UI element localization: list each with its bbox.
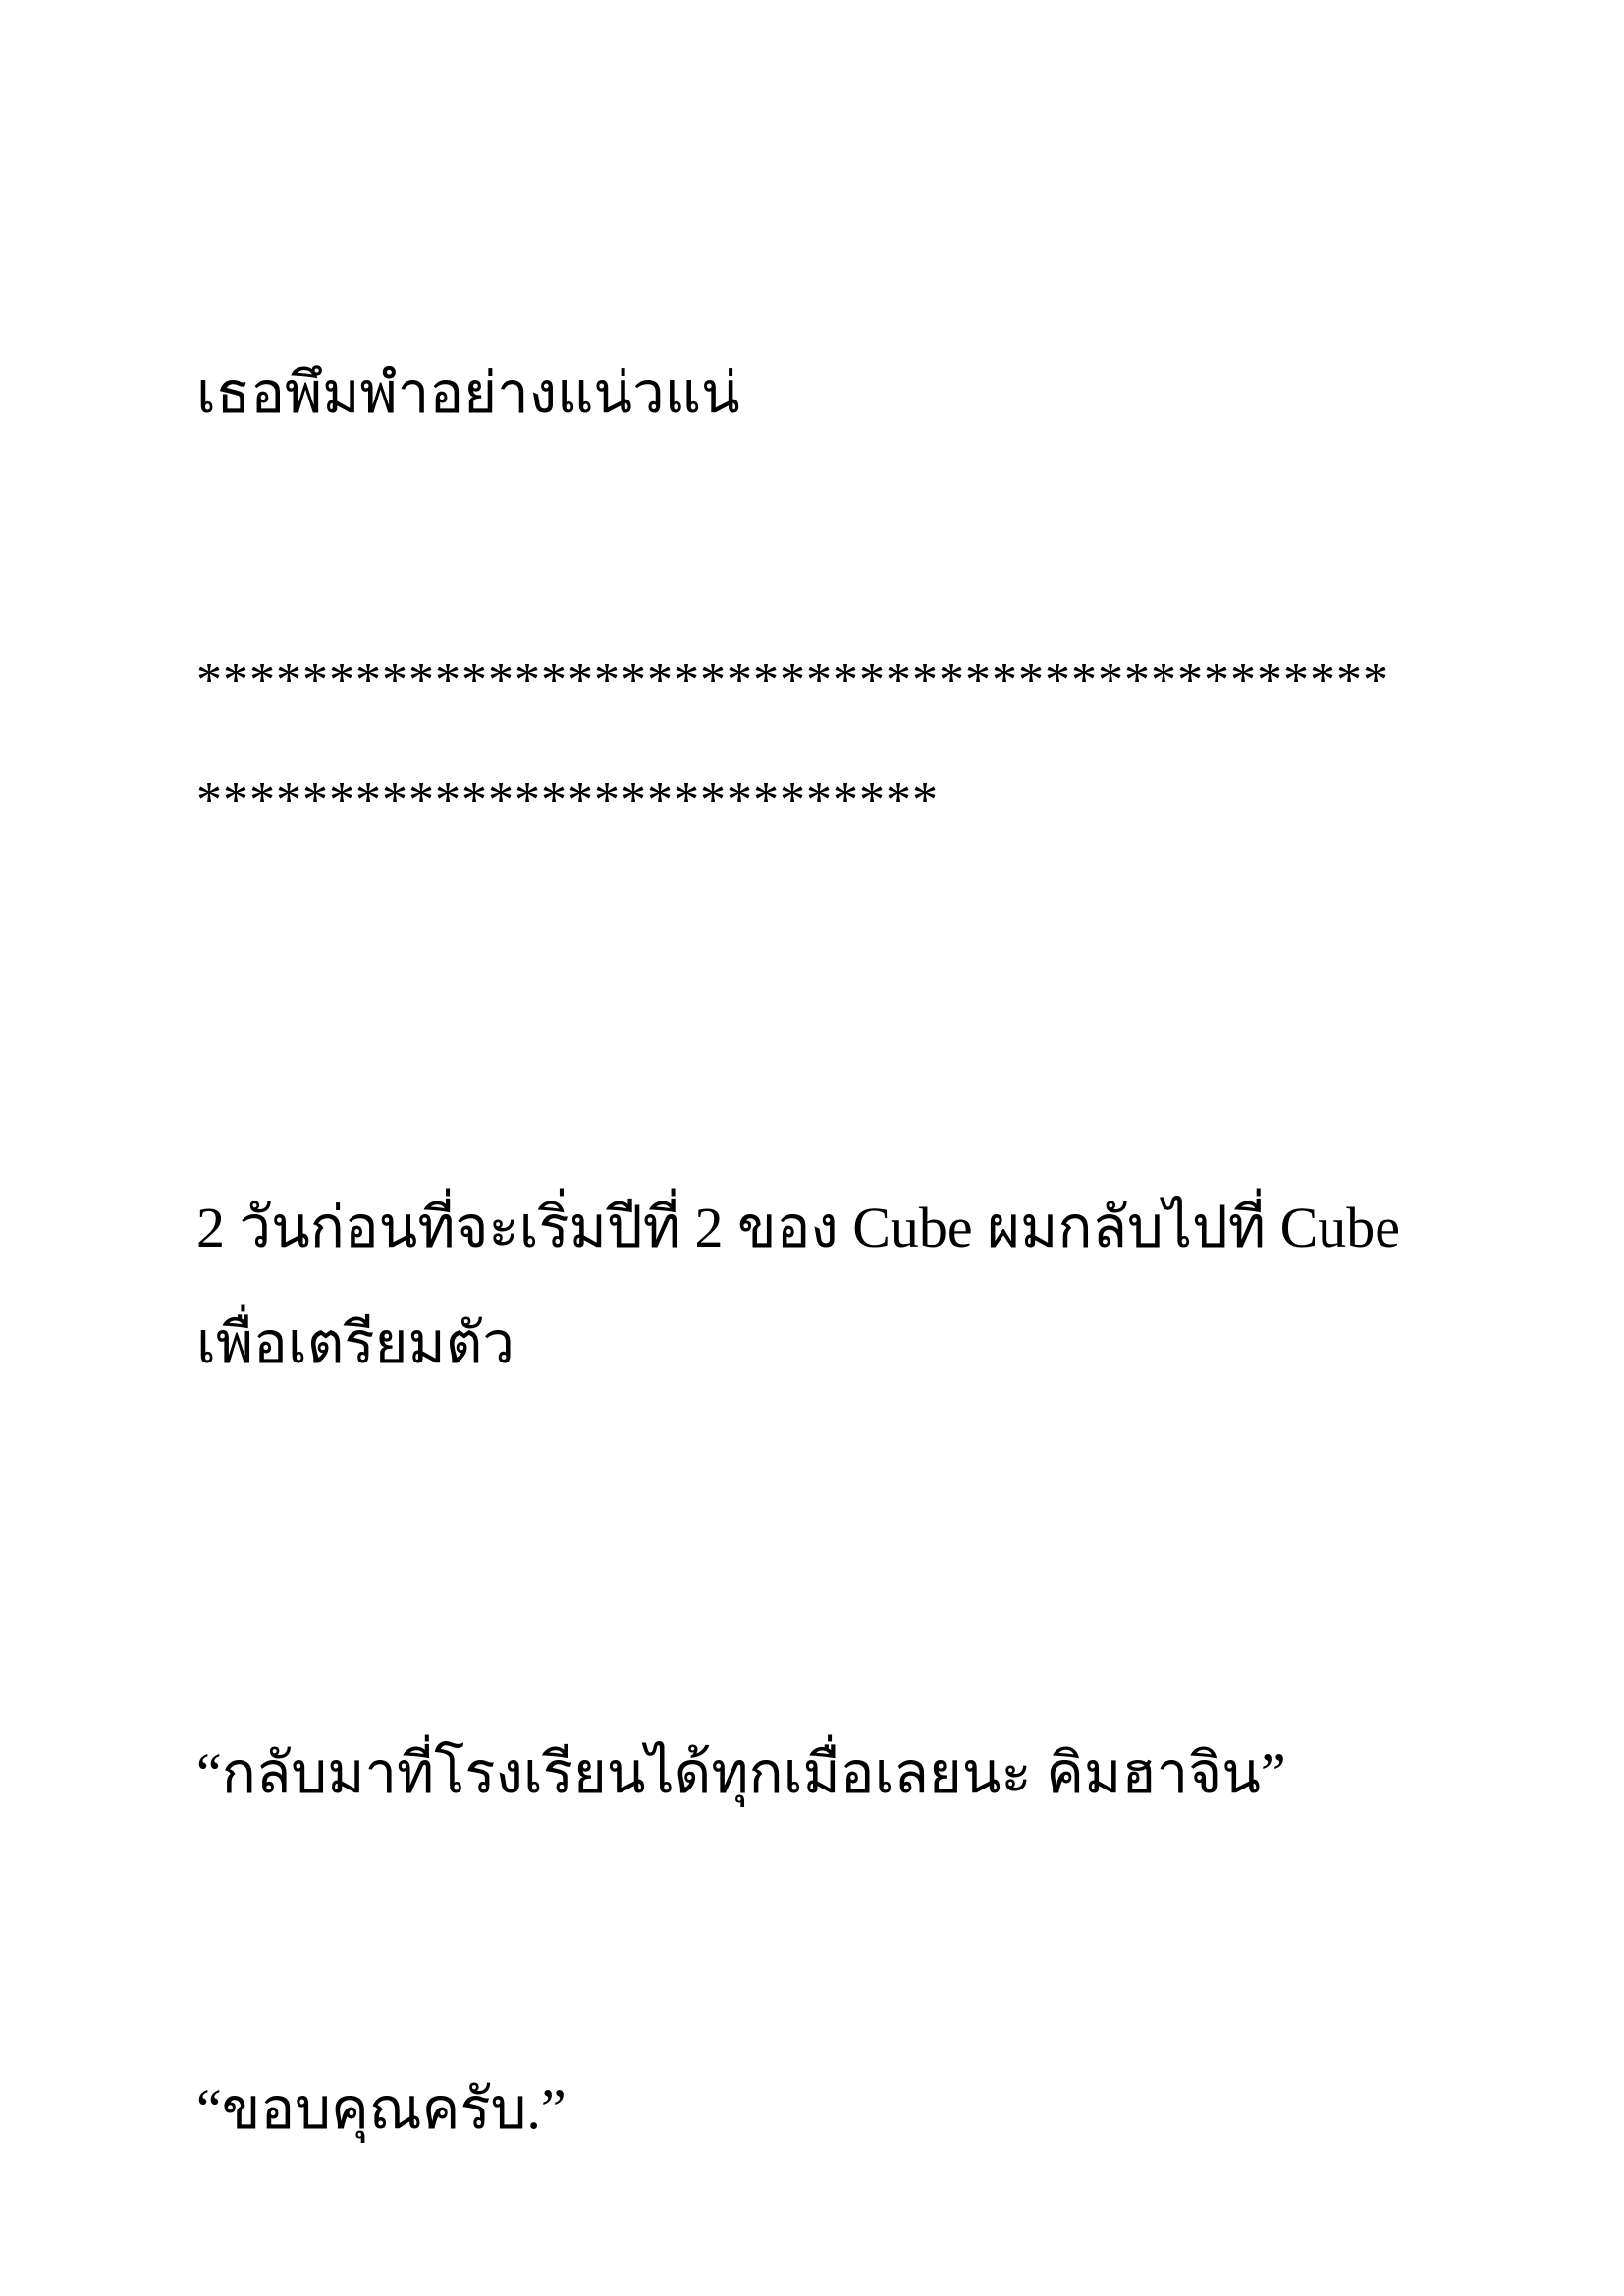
dialogue-line: “กลับมาที่โรงเรียนได้ทุกเมื่อเลยนะ คิมฮาจิน”	[196, 1741, 1286, 1805]
narration-line: 2 วันก่อนที่จะเริ่มปีที่ 2 ของ Cube ผมกลับไปที่ Cube	[196, 1196, 1401, 1259]
scene-separator-line: *********************************************	[196, 653, 1389, 709]
narration-line: เพื่อเตรียมตัว	[196, 1311, 514, 1375]
dialogue-line: “ขอบคุณครับ.”	[196, 2077, 567, 2141]
scene-separator-line: ****************************	[196, 773, 939, 828]
narration-line: เธอพึมพำอย่างแน่วแน่	[196, 361, 740, 425]
